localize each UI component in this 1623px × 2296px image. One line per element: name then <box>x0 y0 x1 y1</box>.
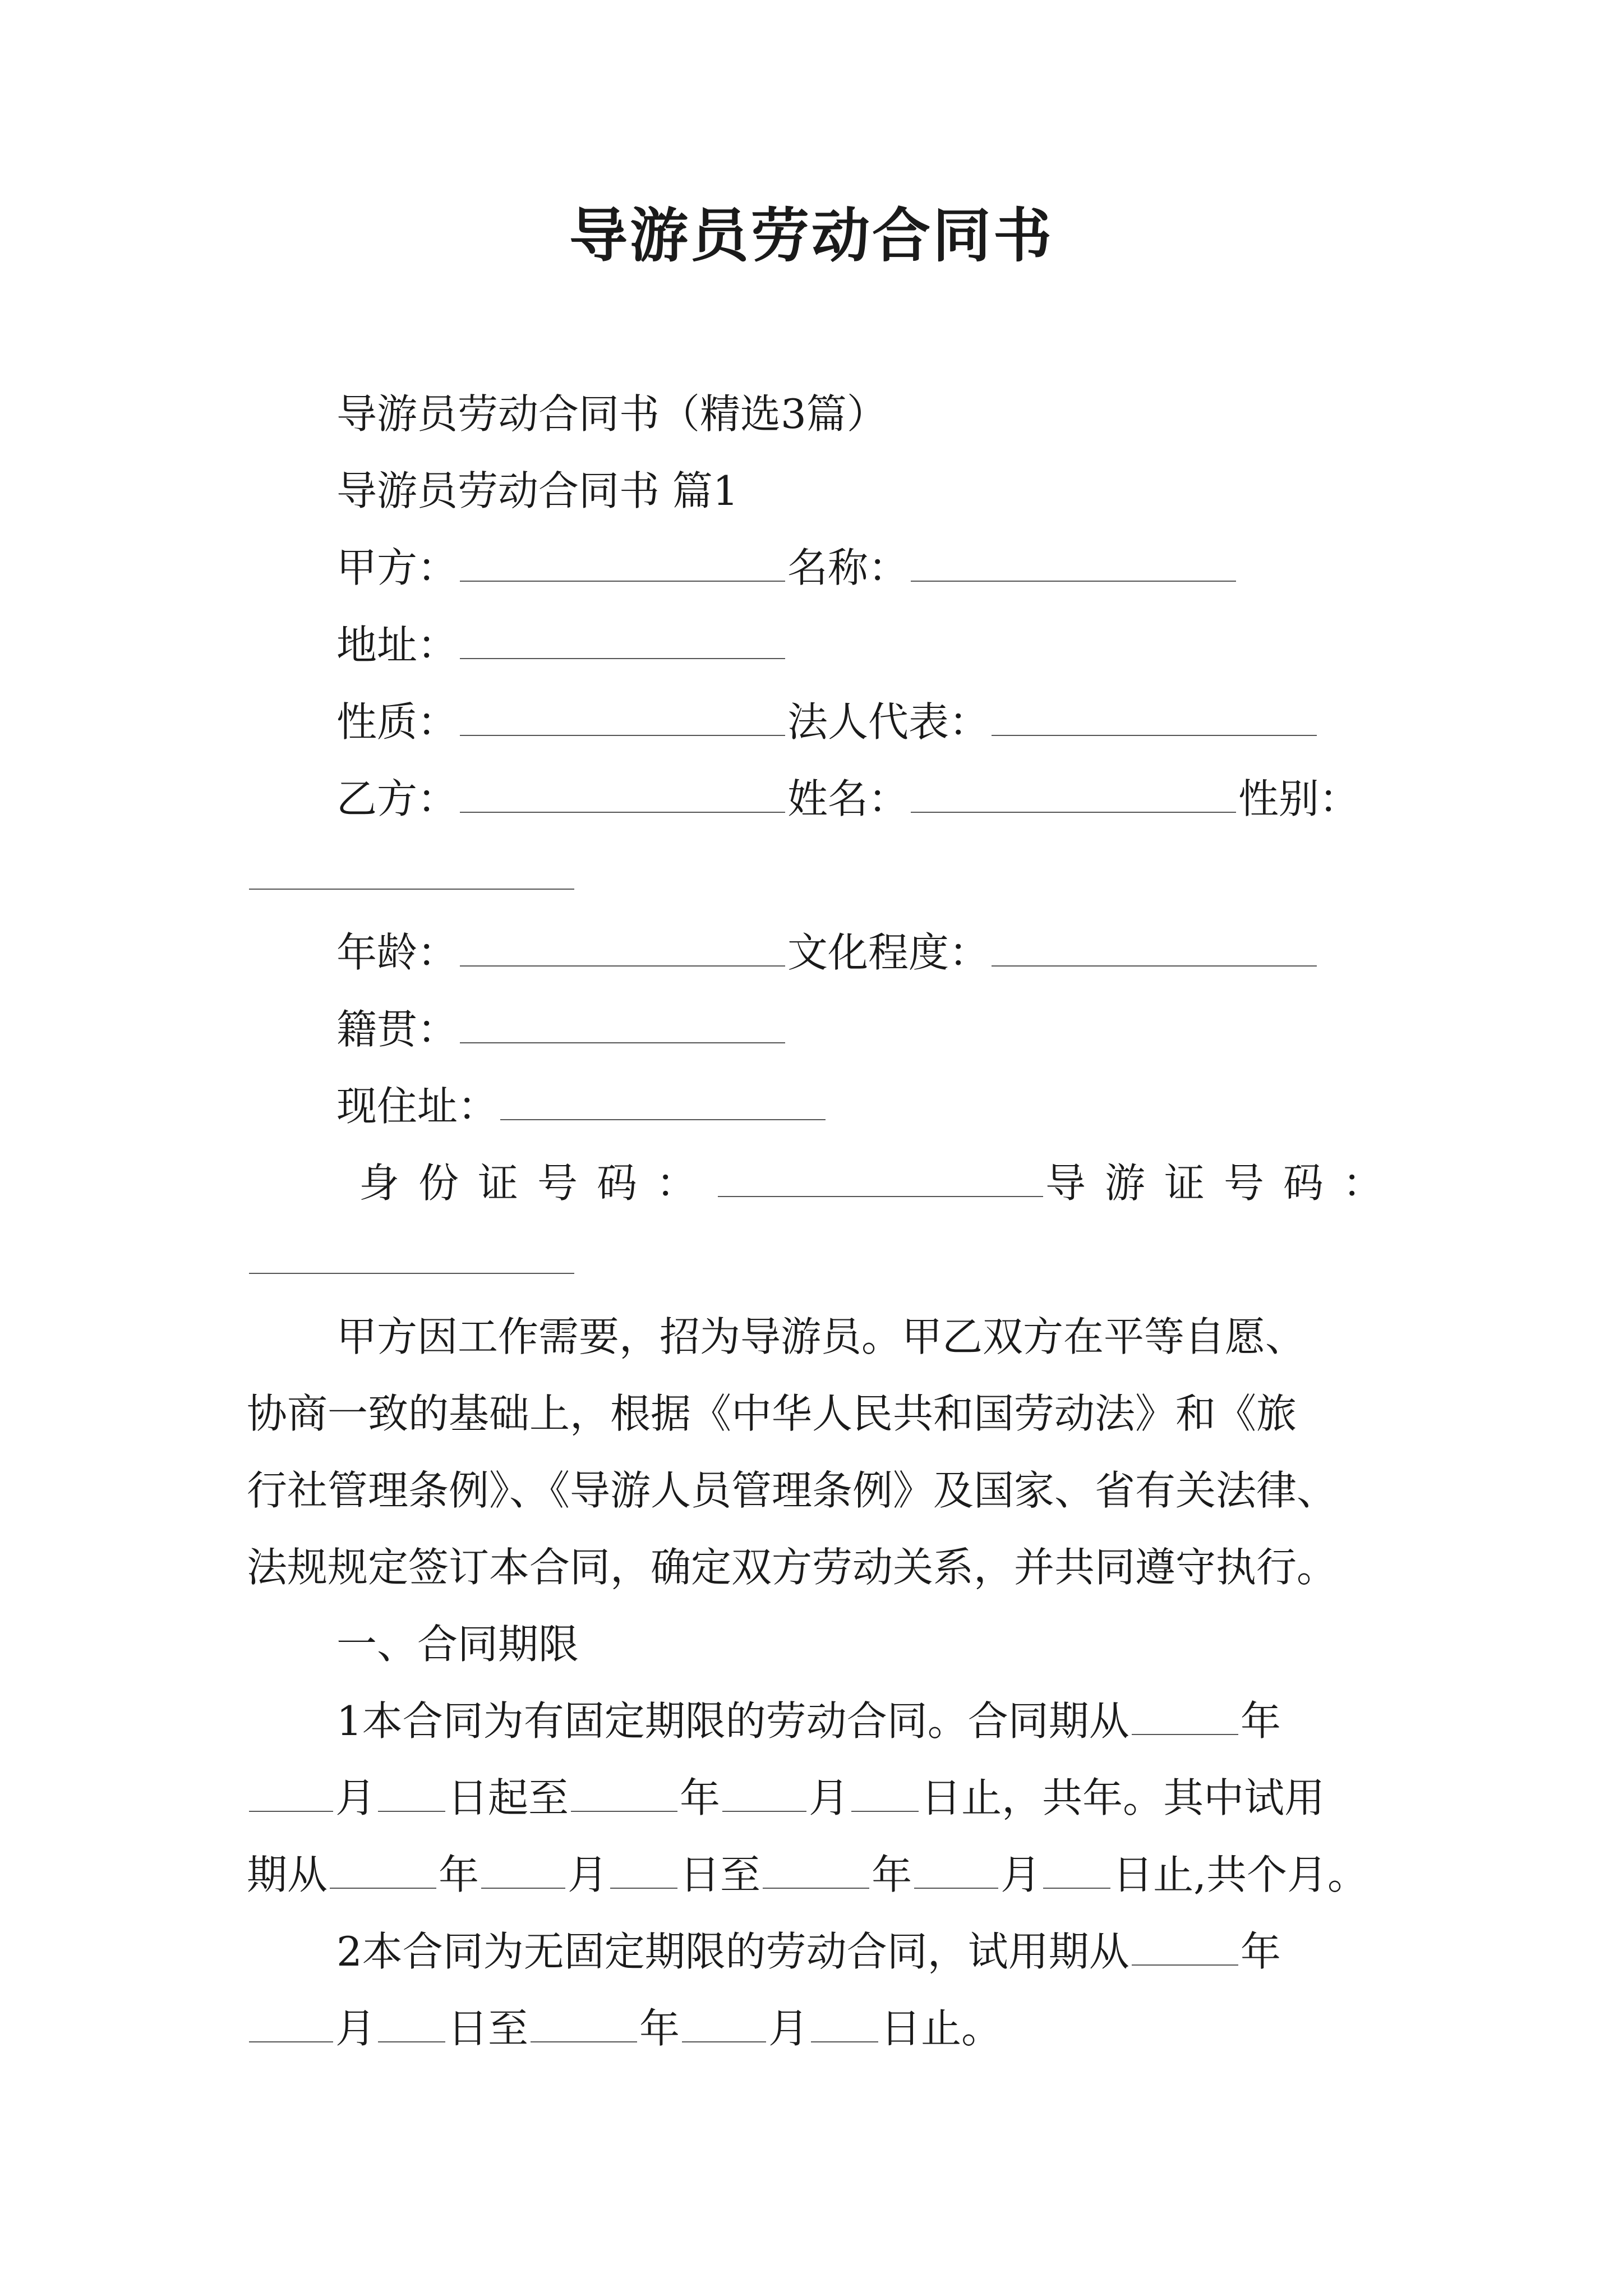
month-word: 月 <box>1000 1851 1041 1898</box>
year-word: 年 <box>639 2005 680 2052</box>
gender-blank-row <box>247 848 577 904</box>
native-place-blank[interactable] <box>460 1002 785 1043</box>
party-b-blank[interactable] <box>460 771 785 813</box>
blank[interactable] <box>811 2001 878 2042</box>
year-word: 年 <box>1240 1697 1281 1745</box>
blank[interactable] <box>249 1770 333 1812</box>
party-b-label: 乙方： <box>336 775 458 822</box>
party-b-row <box>336 771 1359 827</box>
party-a-blank[interactable] <box>460 540 785 582</box>
day-to-word: 日至 <box>448 2005 529 2052</box>
legal-rep-label: 法人代表： <box>787 698 990 746</box>
section-one-heading: 一、合同期限 <box>336 1621 579 1668</box>
clause-1-line-2 <box>247 1770 1325 1826</box>
id-number-blank[interactable] <box>718 1156 1043 1197</box>
document-title: 导游员劳动合同书 <box>569 201 1054 270</box>
nature-label: 性质： <box>336 698 458 746</box>
blank[interactable] <box>610 1847 677 1889</box>
address-row <box>336 617 787 673</box>
day-to-word: 日至 <box>680 1851 761 1898</box>
clause-2-line-1 <box>336 1924 1281 1980</box>
party-a-label: 甲方： <box>336 544 458 591</box>
year-word: 年 <box>680 1774 721 1821</box>
legal-rep-blank[interactable] <box>992 694 1317 736</box>
id-number-label: 身份证号码： <box>359 1159 716 1207</box>
education-label: 文化程度： <box>787 929 990 976</box>
blank[interactable] <box>571 1770 677 1812</box>
blank[interactable] <box>682 2001 766 2042</box>
address-label: 地址： <box>336 622 458 669</box>
clause-1-text: 1本合同为有固定期限的劳动合同。合同期从 <box>336 1697 1129 1745</box>
current-address-label: 现住址： <box>336 1083 499 1130</box>
blank[interactable] <box>1043 1847 1110 1889</box>
current-address-blank[interactable] <box>500 1079 826 1120</box>
clause-1-line-1 <box>336 1693 1281 1749</box>
clause-1-line-3 <box>247 1847 1368 1903</box>
blank[interactable] <box>851 1770 919 1812</box>
guide-cert-blank[interactable] <box>249 1232 574 1274</box>
clause-2-text: 2本合同为无固定期限的劳动合同，试用期从 <box>336 1928 1129 1975</box>
address-blank[interactable] <box>460 618 785 659</box>
year-word: 年 <box>1240 1928 1281 1975</box>
subtitle: 导游员劳动合同书（精选3篇） <box>336 390 887 438</box>
period-from-word: 期从 <box>247 1851 328 1898</box>
nature-blank[interactable] <box>460 694 785 736</box>
gender-label: 性别： <box>1238 775 1360 822</box>
month-word: 月 <box>335 1774 376 1821</box>
guide-cert-blank-row <box>247 1232 577 1288</box>
clause-2-year-blank[interactable] <box>1132 1924 1238 1966</box>
year-word: 年 <box>872 1851 912 1898</box>
day-end-word: 日止。 <box>880 2005 1002 2052</box>
nature-row <box>336 694 1319 750</box>
month-word: 月 <box>768 2005 809 2052</box>
native-place-label: 籍贯： <box>336 1006 458 1053</box>
blank[interactable] <box>330 1847 436 1889</box>
day-from-word: 日起至 <box>448 1774 569 1821</box>
clause-1-year-blank[interactable] <box>1132 1694 1238 1735</box>
blank[interactable] <box>481 1847 565 1889</box>
month-word: 月 <box>809 1774 850 1821</box>
name-blank[interactable] <box>911 540 1236 582</box>
section-heading: 导游员劳动合同书 篇1 <box>336 467 739 514</box>
month-word: 月 <box>335 2005 376 2052</box>
age-label: 年龄： <box>336 929 458 976</box>
native-place-row <box>336 1001 787 1057</box>
person-name-blank[interactable] <box>911 771 1236 813</box>
age-blank[interactable] <box>460 925 785 967</box>
id-row <box>359 1155 1402 1211</box>
gender-blank[interactable] <box>249 848 574 890</box>
intro-line-1: 甲方因工作需要，招为导游员。甲乙双方在平等自愿、 <box>336 1313 1306 1360</box>
year-word: 年 <box>439 1851 479 1898</box>
blank[interactable] <box>763 1847 869 1889</box>
day-end-word: 日止，共年。其中试用 <box>921 1774 1325 1821</box>
education-blank[interactable] <box>992 925 1317 967</box>
blank[interactable] <box>378 1770 445 1812</box>
blank[interactable] <box>531 2001 637 2042</box>
age-row <box>336 924 1319 981</box>
blank[interactable] <box>249 2001 333 2042</box>
blank[interactable] <box>378 2001 445 2042</box>
intro-line-2: 协商一致的基础上，根据《中华人民共和国劳动法》和《旅 <box>247 1390 1297 1437</box>
guide-cert-label: 导游证号码： <box>1045 1159 1403 1207</box>
clause-2-line-2 <box>247 2000 1002 2056</box>
party-a-row <box>336 540 1238 596</box>
person-name-label: 姓名： <box>787 775 909 822</box>
blank[interactable] <box>914 1847 998 1889</box>
intro-line-3: 行社管理条例》、《导游人员管理条例》及国家、省有关法律、 <box>247 1467 1338 1514</box>
day-end-word: 日止,共个月。 <box>1113 1851 1368 1898</box>
blank[interactable] <box>722 1770 806 1812</box>
name-label: 名称： <box>787 544 909 591</box>
intro-line-4: 法规规定签订本合同，确定双方劳动关系，并共同遵守执行。 <box>247 1544 1338 1591</box>
month-word: 月 <box>568 1851 608 1898</box>
current-address-row <box>336 1078 828 1134</box>
